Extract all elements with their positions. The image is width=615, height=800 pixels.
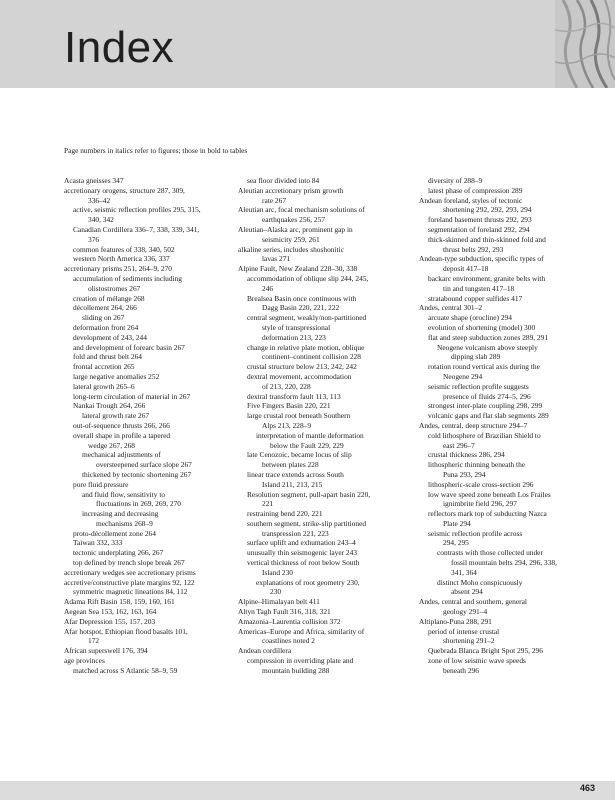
index-entry: coastlines noted 2 [262,636,315,646]
index-entry: diversity of 288–9 [428,176,483,185]
index-entry: central segment, weakly/non-partitioned [247,313,367,323]
index-entry: overall shape in profile a tapered [73,430,171,440]
decorative-rock-texture [555,0,615,88]
index-entry: thick-skinned and thin-skinned fold and [428,234,546,244]
index-entry: top defined by trench slope break 267 [73,558,185,568]
index-entry: change in relative plate motion, oblique [247,342,365,352]
index-entry: Quebrada Blanca Bright Spot 295, 296 [428,646,543,656]
index-entry: thrust belts 292, 293 [443,244,504,254]
index-entry: Alpine–Himalayan belt 411 [238,597,320,607]
index-entry: Taiwan 332, 333 [73,538,123,548]
index-entry: strongest inter-plate coupling 298, 299 [428,401,543,411]
index-entry: unusually thin seismogenic layer 243 [247,548,358,558]
index-entry: Altiplano-Puna 288, 291 [419,616,492,626]
index-entry: period of intense crustal [428,626,500,636]
index-entry: sea floor divided into 84 [247,176,320,185]
index-entry: Aleutian arc, focal mechanism solutions of [238,205,365,215]
index-entry: deposit 417–18 [443,264,489,274]
index-entry: active, seismic reflection profiles 295, 315, [73,205,201,215]
index-entry: 172 [88,636,100,646]
index-entry: deformation front 264 [73,322,139,332]
index-entry: and fluid flow, sensitivity to [82,489,166,499]
index-entry: earthquakes 256, 257 [262,215,326,225]
index-entry: fossil mountain belts 294, 296, 338, [451,558,557,568]
index-entry: Island 230 [262,567,293,577]
index-entry: linear trace extends across South [247,469,344,479]
index-entry: rotation round vertical axis during the [428,362,540,372]
index-entry: continent–continent collision 228 [262,352,361,362]
index-entry: alkaline series, includes shoshonitic [238,244,344,254]
index-entry: seismic reflection profile suggests [428,381,529,391]
index-entry: Americas–Europe and Africa, similarity of [238,626,365,636]
index-entry: volcanic gaps and flat slab segments 289 [428,411,549,421]
index-entry: reflectors mark top of subducting Nazca [428,509,547,519]
index-entry: east 296–7 [443,440,475,450]
index-entry: Brealsea Basin once continuous with [247,293,357,303]
index-entry: accretionary orogens, structure 287, 309, [64,185,185,195]
index-entry: Nankai Trough 264, 266 [73,401,146,411]
index-entry: décollement 264, 266 [73,303,137,313]
index-entry: presence of fluids 274–5, 296 [443,391,531,401]
index-entry: low wave speed zone beneath Los Frailes [428,489,551,499]
index-entry: Five Fingers Basin 220, 221 [247,401,331,411]
index-entry: crustal structure below 213, 242, 242 [247,362,357,372]
index-entry: symmetric magnetic lineations 84, 112 [73,587,188,597]
index-entry: dextral movement, accommodation [247,371,352,381]
index-entry: mechanical adjustments of [82,450,161,460]
index-entry: Amazonia–Laurentia collision 372 [238,616,341,626]
index-entry: late Cenozoic, became locus of slip [247,450,352,460]
index-entry: and development of forearc basin 267 [73,342,185,352]
index-entry: accretive/constructive plate margins 92, 122 [64,577,195,587]
index-entry: foreland basement thrusts 292, 293 [428,215,532,225]
index-entry: transpression 221, 223 [262,528,329,538]
index-entry: Alps 213, 228–9 [262,420,312,430]
index-entry: accretionary prisms 251, 264–9, 270 [64,264,172,274]
index-entry: geology 291–4 [443,607,488,617]
index-entry: explanations of root geometry 230, [256,577,360,587]
index-entry: evolution of shortening (model) 300 [428,322,536,332]
index-entry: fold and thrust belt 264 [73,352,142,362]
index-entry: mechanisms 268–9 [96,518,153,528]
index-entry: accommodation of oblique slip 244, 245, [247,273,369,283]
index-entry: distinct Moho conspicuously [437,577,523,587]
index-entry: mountain building 288 [262,665,330,675]
index-entry: frontal accretion 265 [73,362,135,372]
index-entry: backarc environment, granite belts with [428,273,546,283]
index-entry: shortening 292, 292, 293, 294 [443,205,532,215]
index-entry: 376 [88,234,100,244]
index-entry: creation of mélange 268 [73,293,145,303]
index-entry: western North America 336, 337 [73,254,170,264]
index-entry: pore fluid pressure [73,479,129,489]
index-entry: zone of low seismic wave speeds [428,656,526,666]
index-entry: Aleutian accretionary prism growth [238,185,344,195]
index-entry: Andes, central and southern, general [419,597,527,607]
index-entry: 340, 342 [88,215,114,225]
index-entry: southern segment, strike-slip partitioned [247,518,367,528]
index-entry: compression in overriding plate and [247,656,354,666]
index-entry: Acasta gneisses 347 [64,176,124,185]
index-entry: of 213, 220, 228 [262,381,311,391]
index-entry: accretionary wedges see accretionary prisms [64,567,196,577]
index-entry: Andean foreland, styles of tectonic [419,195,523,205]
index-entry: fluctuations in 269, 269, 270 [96,499,181,509]
index-entry: Plate 294 [443,518,471,528]
index-entry: ignimbrite field 296, 297 [443,499,517,509]
index-entry: thickened by tectonic shortening 267 [82,469,192,479]
index-entry: arcuate shape (orocline) 294 [428,313,512,323]
index-entry: below the Fault 229, 229 [270,440,344,450]
index-entry: large crustal root beneath Southern [247,411,351,421]
index-entry: style of transpressional [262,322,331,332]
index-entry: Afar hotspot, Ethiopian flood basalts 101, [64,626,188,636]
index-note: Page numbers in italics refer to figures; those in bold to tables [64,146,248,155]
index-entry: absent 294 [451,587,483,597]
index-entry: flat and steep subduction zones 289, 291 [428,332,549,342]
index-entry: contrasts with those collected under [437,548,543,558]
index-entry: Altyn Tagh Fault 316, 318, 321 [238,607,331,617]
index-entry: lithospheric thinning beneath the [428,460,526,470]
index-entry: Puna 293, 294 [443,469,486,479]
index-entry: lateral growth rate 267 [82,411,150,421]
index-entry: 221 [262,499,274,509]
index-column-2 [238,176,408,676]
index-entry: interpretation of mantle deformation [256,430,364,440]
index-entry: rate 267 [262,195,287,205]
index-entry: lateral growth 265–6 [73,381,135,391]
page-title: Index [64,23,175,72]
index-entry: 341, 364 [451,567,477,577]
index-entry: Andes, central, deep structure 294–7 [419,420,528,430]
index-entry: seismic reflection profile across [428,528,523,538]
index-entry: tin and tungsten 417–18 [443,283,515,293]
footer-band [0,781,615,800]
index-entry: Andes, central 301–2 [419,303,483,313]
index-entry: accumulation of sediments including [73,273,182,283]
index-entry: Alpine Fault, New Zealand 228–30, 338 [238,264,358,274]
index-entry: Island 211, 213, 215 [262,479,323,489]
index-entry: 246 [262,283,274,293]
page-number: 463 [579,783,595,793]
index-entry: matched across S Atlantic 58–9, 59 [73,665,178,675]
index-entry: African superswell 176, 394 [64,646,148,656]
index-entry: Dagg Basin 220, 221, 222 [262,303,340,313]
index-entry: segmentation of foreland 292, 294 [428,224,530,234]
index-entry: 230 [270,587,282,597]
index-entry: Adama Rift Basin 158, 159, 160, 161 [64,597,175,607]
index-entry: cold lithosphere of Brazilian Shield to [428,430,541,440]
index-entry: latest phase of compression 289 [428,185,523,195]
index-entry: dipping slab 289 [451,352,501,362]
index-entry: restraining bend 220, 221 [247,509,323,519]
index-entry: tectonic underplating 266, 267 [73,548,164,558]
index-entry: Aleutian–Alaska arc, prominent gap in [238,224,353,234]
index-entry: age provinces [64,656,105,666]
index-column-1 [64,176,226,676]
index-entry: 336–42 [88,195,111,205]
index-entry: lithospheric-scale cross-section 296 [428,479,534,489]
index-entry: dextral transform fault 113, 113 [247,391,341,401]
index-entry: between plates 228 [262,460,319,470]
index-entry: lavas 271 [262,254,291,264]
index-entry: 294, 295 [443,538,469,548]
index-entry: development of 243, 244 [73,332,147,342]
index-entry: proto-décollement zone 264 [73,528,156,538]
index-entry: olistostromes 267 [88,283,141,293]
index-entry: long-term circulation of material in 267 [73,391,191,401]
index-entry: Afar Depression 155, 157, 203 [64,616,156,626]
index-entry: Canadian Cordillera 336–7, 338, 339, 341, [73,224,200,234]
index-entry: Andean-type subduction, specific types of [419,254,544,264]
index-entry: surface uplift and exhumation 243–4 [247,538,356,548]
index-entry: shortening 291–2 [443,636,495,646]
index-entry: oversteepened surface slope 267 [96,460,192,470]
index-entry: deformation 213, 223 [262,332,326,342]
index-entry: common features of 338, 340, 502 [73,244,175,254]
index-entry: large negative anomalies 252 [73,371,160,381]
index-column-3 [419,176,591,676]
index-entry: Andean cordillera [238,646,292,656]
index-entry: seismicity 259, 261 [262,234,320,244]
index-entry: sliding on 267 [82,313,125,323]
index-entry: Neogene volcanism above steeply [437,342,538,352]
index-entry: beneath 296 [443,665,479,675]
index-entry: Aegean Sea 153, 162, 163, 164 [64,607,157,617]
index-entry: Resolution segment, pull-apart basin 220, [247,489,371,499]
index-entry: vertical thickness of root below South [247,558,360,568]
index-entry: crustal thickness 286, 294 [428,450,505,460]
index-entry: out-of-sequence thrusts 266, 266 [73,420,170,430]
index-entry: Neogene 294 [443,371,483,381]
index-entry: increasing and decreasing [82,509,159,519]
index-entry: stratabound copper sulfides 417 [428,293,523,303]
index-entry: wedge 267, 268 [88,440,136,450]
